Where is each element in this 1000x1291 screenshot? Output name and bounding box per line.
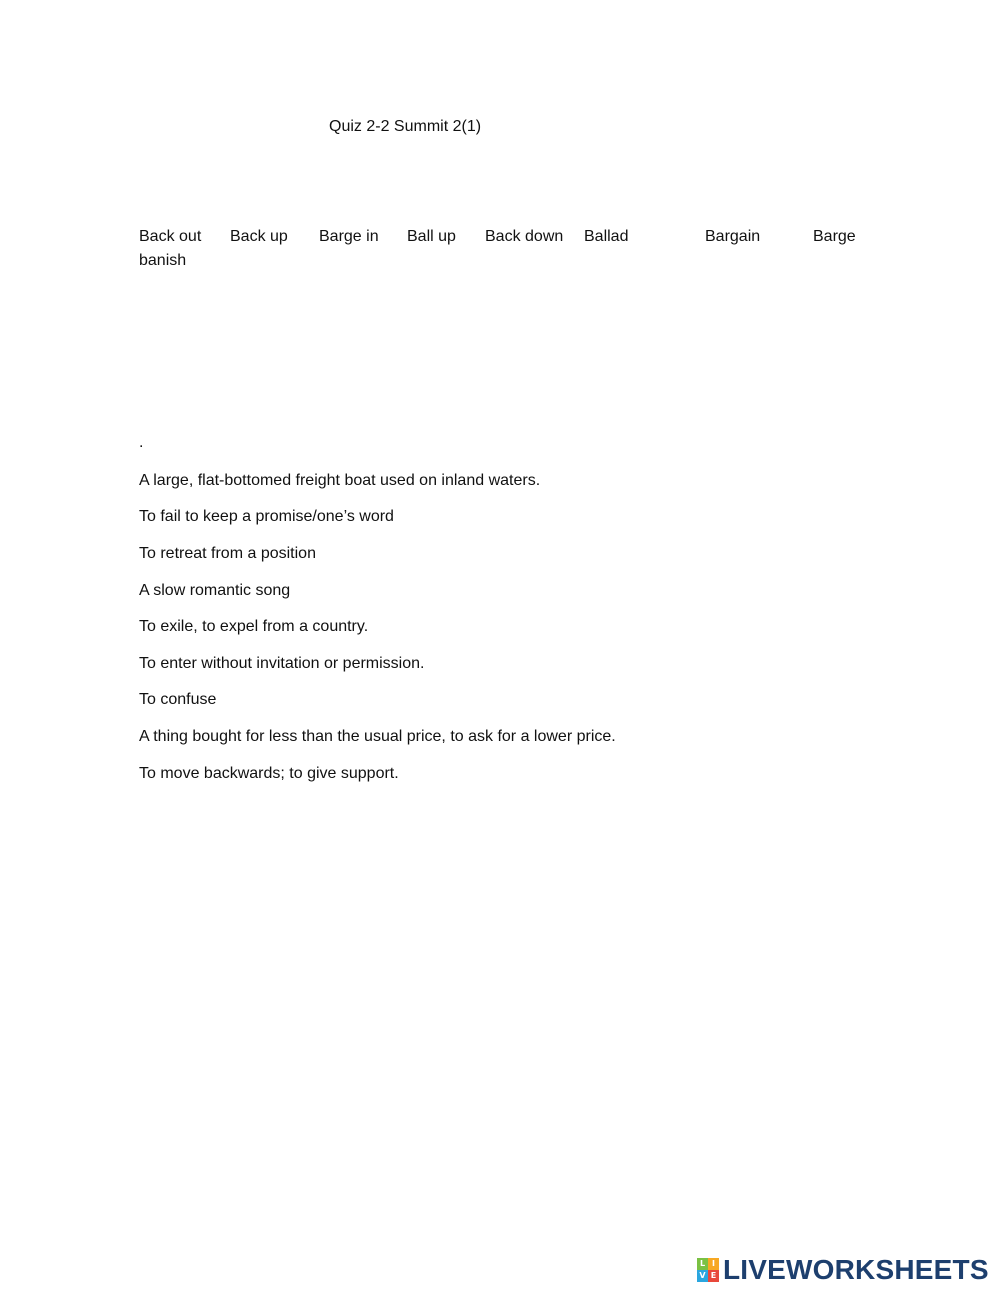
logo-block: I — [708, 1258, 719, 1270]
liveworksheets-logo — [697, 1255, 989, 1285]
word-bank-item: Barge in — [319, 228, 379, 245]
word-bank-item: Ball up — [407, 228, 456, 245]
word-bank-item: Back out — [139, 228, 202, 245]
definition-item: To enter without invitation or permission. — [139, 655, 425, 672]
word-bank-item: Back down — [485, 228, 564, 245]
definition-item: A large, flat-bottomed freight boat used on inland waters. — [139, 472, 541, 489]
definition-item: A thing bought for less than the usual price, to ask for a lower price. — [139, 728, 616, 745]
word-bank-item: Ballad — [584, 228, 629, 245]
definition-item: To exile, to expel from a country. — [139, 618, 369, 635]
word-bank-item: Bargain — [705, 228, 761, 245]
page-title: Quiz 2-2 Summit 2(1) — [329, 118, 482, 135]
word-bank-item: banish — [139, 252, 187, 269]
live-blocks-icon — [697, 1258, 719, 1282]
definition-item: To confuse — [139, 691, 217, 708]
logo-block: E — [708, 1270, 719, 1282]
definition-item: To fail to keep a promise/one’s word — [139, 508, 394, 525]
definition-item: To retreat from a position — [139, 545, 316, 562]
definition-item: A slow romantic song — [139, 582, 291, 599]
logo-block: L — [697, 1258, 708, 1270]
separator-dot: . — [139, 434, 144, 451]
word-bank-item: Back up — [230, 228, 288, 245]
definition-item: To move backwards; to give support. — [139, 765, 399, 782]
word-bank-item: Barge — [813, 228, 856, 245]
logo-block: V — [697, 1270, 708, 1282]
logo-text: LIVEWORKSHEETS — [723, 1254, 989, 1285]
